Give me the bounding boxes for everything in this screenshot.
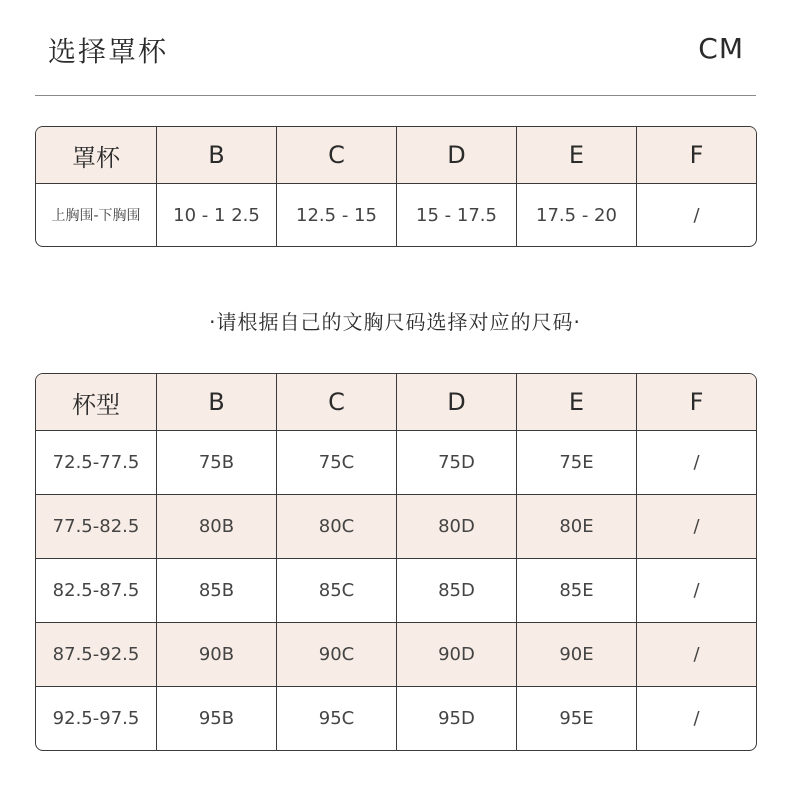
table-cell: 90D	[396, 623, 516, 686]
table-cell: 15 - 17.5	[396, 184, 516, 246]
cup-difference-table	[35, 126, 757, 247]
table-cell: 90C	[276, 623, 396, 686]
table-cell: 95E	[516, 687, 636, 750]
table-cell: 75D	[396, 431, 516, 494]
table-cell: /	[636, 559, 756, 622]
table-cell: /	[636, 495, 756, 558]
table-header-row	[36, 127, 756, 183]
table-cell: 85C	[276, 559, 396, 622]
table-cell: /	[636, 184, 756, 246]
table-cell: 92.5-97.5	[52, 708, 140, 729]
table-cell: 12.5 - 15	[276, 184, 396, 246]
table-row	[36, 558, 756, 622]
header-cell: C	[276, 127, 396, 183]
header-cell: F	[636, 127, 756, 183]
header-cell: E	[516, 127, 636, 183]
header-cell: 杯型	[72, 390, 120, 419]
header-cell: F	[636, 374, 756, 430]
unit-label: CM	[698, 32, 744, 65]
instruction-note: ·请根据自己的文胸尺码选择对应的尺码·	[209, 310, 581, 334]
header-cell: C	[276, 374, 396, 430]
table-cell: /	[636, 431, 756, 494]
table-cell: 85D	[396, 559, 516, 622]
table-cell: 75C	[276, 431, 396, 494]
table-cell: 82.5-87.5	[52, 580, 140, 601]
table-cell: 90B	[156, 623, 276, 686]
table-cell: 80D	[396, 495, 516, 558]
table-cell: 上胸围-下胸围	[51, 208, 141, 224]
table-cell: 85B	[156, 559, 276, 622]
size-table	[35, 373, 757, 751]
table-cell: 10 - 1 2.5	[156, 184, 276, 246]
table-header-row	[36, 374, 756, 430]
table-row	[36, 494, 756, 558]
table-cell: /	[636, 687, 756, 750]
table-cell: 75B	[156, 431, 276, 494]
table-cell: 80E	[516, 495, 636, 558]
header-cell: 罩杯	[72, 143, 120, 172]
table-cell: 85E	[516, 559, 636, 622]
divider	[35, 95, 756, 96]
table-cell: /	[636, 623, 756, 686]
table-cell: 75E	[516, 431, 636, 494]
header-cell: D	[396, 127, 516, 183]
table-row	[36, 430, 756, 494]
page-title: 选择罩杯	[48, 35, 169, 68]
table-cell: 72.5-77.5	[52, 452, 140, 473]
table-cell: 90E	[516, 623, 636, 686]
table-cell: 80B	[156, 495, 276, 558]
table-cell: 80C	[276, 495, 396, 558]
header-cell: B	[156, 127, 276, 183]
table-cell: 87.5-92.5	[52, 644, 140, 665]
header-cell: D	[396, 374, 516, 430]
table-cell: 77.5-82.5	[52, 516, 140, 537]
table-row	[36, 686, 756, 750]
header-cell: E	[516, 374, 636, 430]
header-cell: B	[156, 374, 276, 430]
table-cell: 17.5 - 20	[516, 184, 636, 246]
table-cell: 95B	[156, 687, 276, 750]
table-cell: 95D	[396, 687, 516, 750]
table-row	[36, 183, 756, 246]
table-row	[36, 622, 756, 686]
table-cell: 95C	[276, 687, 396, 750]
